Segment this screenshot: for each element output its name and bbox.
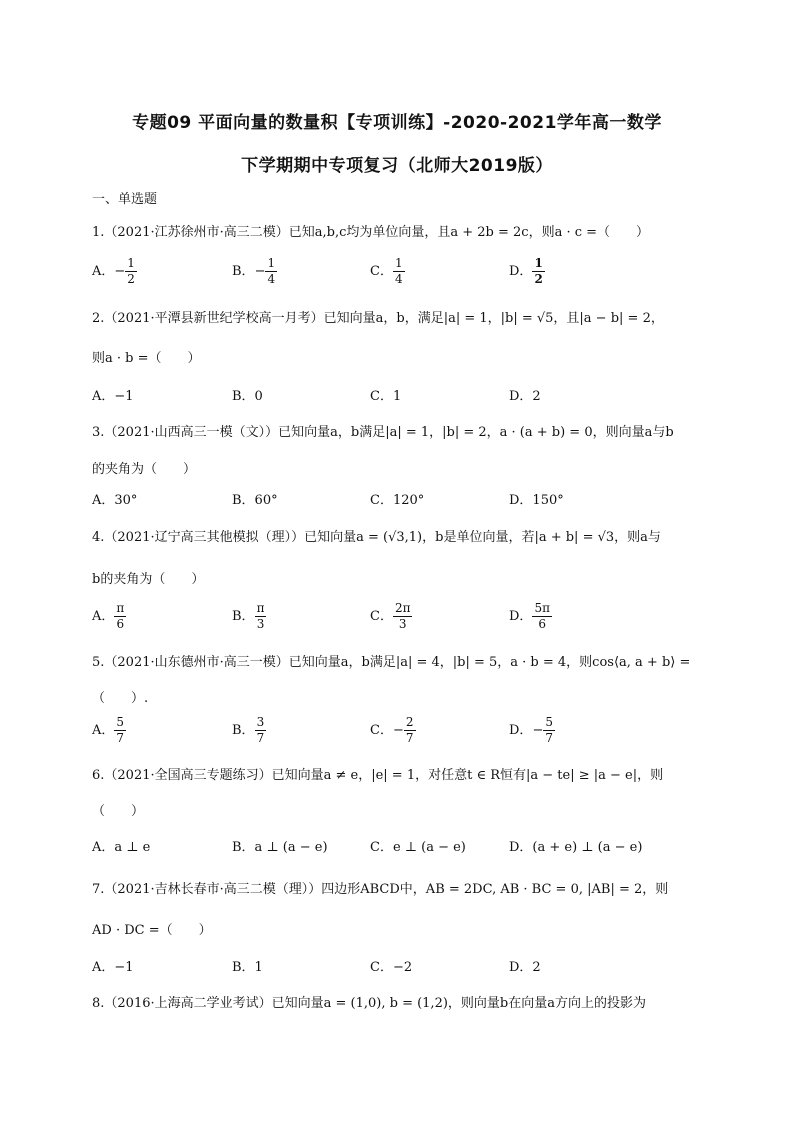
question-5-line-2: （ ）. xyxy=(92,691,149,706)
option-3-c: C．120° xyxy=(370,493,425,508)
option-3-b: B．60° xyxy=(232,493,278,508)
question-6-line-1: 6.（2021·全国高三专题练习）已知向量a ≠ e，|e| = 1，对任意t ∈ R恒有|a − te| ≥ |a − e|，则 xyxy=(92,768,664,783)
option-5-b: B． $\frac{3}{7}$ xyxy=(232,715,265,745)
question-7-line-1: 7.（2021·吉林长春市·高三二模（理））四边形ABCD中，AB = 2DC, AB · BC = 0, |AB| = 2，则 xyxy=(92,882,669,897)
option-4-c: C． $\frac{2\pi}{3}$ xyxy=(370,601,411,631)
option-7-c: C．−2 xyxy=(370,960,413,975)
question-3-line-1: 3.（2021·山西高三一模（文））已知向量a，b满足|a| = 1，|b| = 2，a · (a + b) = 0，则向量a与b xyxy=(92,425,674,440)
option-4-a: A． $\frac{\pi}{6}$ xyxy=(92,601,125,631)
options-4 xyxy=(92,601,702,631)
document-title-line-1: 专题09 平面向量的数量积【专项训练】-2020-2021学年高一数学 xyxy=(132,113,662,133)
option-2-c: C．1 xyxy=(370,389,402,404)
document-title-line-2: 下学期期中专项复习（北师大2019版） xyxy=(241,156,553,176)
option-5-d: D．− $\frac{5}{7}$ xyxy=(509,715,553,745)
option-6-c: C．e ⊥ (a − e) xyxy=(370,840,466,855)
option-3-a: A．30° xyxy=(92,493,138,508)
options-2 xyxy=(92,385,702,415)
option-1-d: D． $\frac{1}{2}$ xyxy=(509,256,543,286)
options-1 xyxy=(92,256,702,286)
question-4-line-2: b的夹角为（ ） xyxy=(92,572,205,587)
option-6-d: D．(a + e) ⊥ (a − e) xyxy=(509,840,643,855)
option-3-d: D．150° xyxy=(509,493,564,508)
option-6-b: B．a ⊥ (a − e) xyxy=(232,840,328,855)
question-8-line-1: 8.（2016·上海高二学业考试）已知向量a = (1,0), b = (1,2)，则向量b在向量a方向上的投影为 xyxy=(92,996,646,1011)
option-1-a: A．− $\frac{1}{2}$ xyxy=(92,256,135,286)
options-7 xyxy=(92,956,702,986)
options-5 xyxy=(92,715,702,745)
option-1-b: B．− $\frac{1}{4}$ xyxy=(232,256,276,286)
question-6-line-2: （ ） xyxy=(92,804,145,819)
question-1: 1.（2021·江苏徐州市·高三二模）已知a,b,c均为单位向量，且a + 2b = 2c，则a · c =（ ） xyxy=(92,225,650,240)
option-4-d: D． $\frac{5\pi}{6}$ xyxy=(509,601,550,631)
option-7-a: A．−1 xyxy=(92,960,134,975)
options-6 xyxy=(92,836,702,866)
question-2-line-2: 则a · b =（ ） xyxy=(92,351,201,366)
question-3-line-2: 的夹角为（ ） xyxy=(92,462,197,477)
option-7-d: D．2 xyxy=(509,960,541,975)
option-1-c: C． $\frac{1}{4}$ xyxy=(370,256,403,286)
section-heading: 一、单选题 xyxy=(92,192,158,207)
option-4-b: B． $\frac{\pi}{3}$ xyxy=(232,601,265,631)
option-6-a: A．a ⊥ e xyxy=(92,840,151,855)
option-5-c: C．− $\frac{2}{7}$ xyxy=(370,715,414,745)
option-7-b: B．1 xyxy=(232,960,263,975)
option-2-d: D．2 xyxy=(509,389,541,404)
option-2-a: A．−1 xyxy=(92,389,134,404)
question-5-line-1: 5.（2021·山东德州市·高三一模）已知向量a，b满足|a| = 4，|b| = 5，a · b = 4，则cos⟨a, a + b⟩ = xyxy=(92,655,691,670)
question-2-line-1: 2.（2021·平潭县新世纪学校高一月考）已知向量a，b，满足|a| = 1，|b| = √5，且|a − b| = 2， xyxy=(92,311,664,326)
option-5-a: A． $\frac{5}{7}$ xyxy=(92,715,125,745)
question-7-line-2: AD · DC =（ ） xyxy=(92,923,212,938)
options-3 xyxy=(92,489,702,519)
question-4-line-1: 4.（2021·辽宁高三其他模拟（理））已知向量a = (√3,1)，b是单位向量，若|a + b| = √3，则a与 xyxy=(92,530,661,545)
option-2-b: B．0 xyxy=(232,389,263,404)
